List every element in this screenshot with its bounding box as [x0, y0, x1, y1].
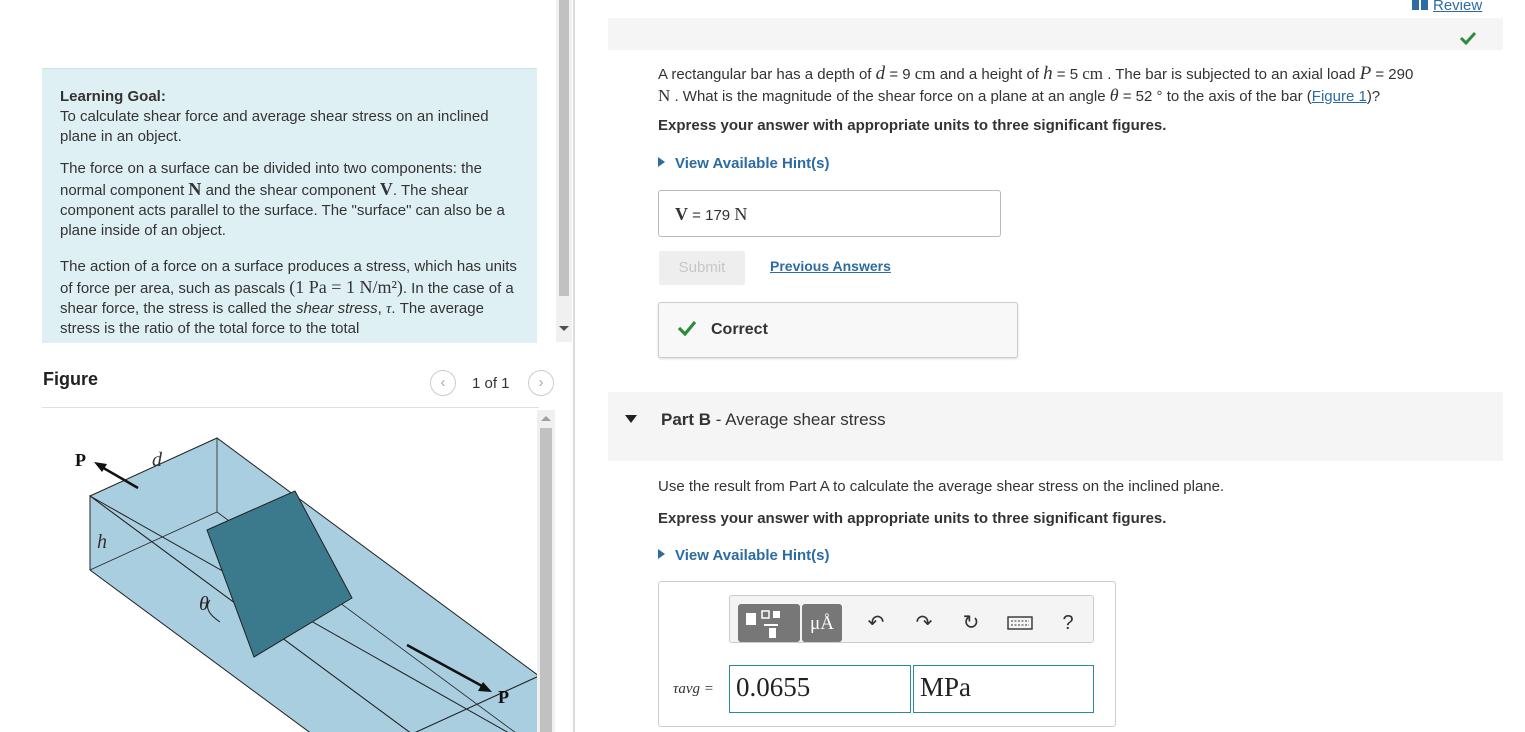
- caret-down-icon[interactable]: [625, 415, 637, 423]
- goal-text: ,: [377, 300, 386, 317]
- learning-goal-box: [42, 68, 537, 343]
- tau-avg-label: τavg =: [673, 681, 714, 697]
- part-b-hint-toggle[interactable]: [658, 547, 830, 564]
- learning-goal-paragraph-1: [60, 159, 519, 241]
- caret-right-icon: [658, 157, 665, 167]
- figure-next-button[interactable]: [528, 370, 554, 396]
- templates-button[interactable]: [738, 604, 800, 642]
- goal-text: . The average stress is the ratio of the total force to the total: [60, 300, 484, 337]
- figure-prev-button[interactable]: [430, 370, 456, 396]
- scroll-up-arrow-icon[interactable]: [541, 416, 551, 421]
- question-text: A rectangular bar has a depth of: [658, 66, 876, 83]
- answer-variable: V: [675, 204, 688, 224]
- height-symbol: h: [1043, 63, 1053, 84]
- reset-icon[interactable]: ↻: [962, 612, 980, 634]
- part-a-answer: [675, 204, 747, 225]
- height-value: = 5: [1052, 66, 1083, 83]
- question-text: and a height of: [935, 66, 1044, 83]
- figure-divider: [42, 407, 539, 408]
- help-button[interactable]: ?: [1062, 612, 1074, 634]
- depth-label: d: [152, 449, 162, 471]
- question-text: )?: [1366, 88, 1381, 105]
- part-a-answer-box: [658, 190, 1001, 237]
- answer-unit: N: [734, 204, 748, 224]
- scroll-down-arrow-icon[interactable]: [559, 326, 569, 331]
- part-b-description: Use the result from Part A to calculate the average shear stress on the inclined plane.: [658, 478, 1225, 495]
- learning-goal-title: Learning Goal:: [60, 88, 166, 105]
- redo-icon[interactable]: ↷: [915, 612, 933, 634]
- chevron-left-icon: ‹: [440, 374, 446, 391]
- depth-value: = 9: [885, 66, 915, 83]
- load-symbol: P: [1359, 63, 1372, 84]
- previous-answers-link[interactable]: Previous Answers: [770, 258, 891, 274]
- submit-button[interactable]: Submit: [659, 251, 745, 285]
- book-icon: [1412, 0, 1428, 10]
- hint-label: View Available Hint(s): [675, 547, 830, 564]
- figure-link[interactable]: Figure 1: [1311, 88, 1367, 105]
- review-link[interactable]: Review: [1433, 0, 1483, 14]
- question-text: . The bar is subjected to an axial load: [1103, 66, 1360, 83]
- part-a-header: [608, 18, 1503, 50]
- tau-symbol: τ: [386, 301, 392, 317]
- normal-symbol: N: [188, 179, 202, 199]
- load-value: = 290: [1371, 66, 1414, 83]
- load-unit: N: [658, 86, 671, 105]
- goal-scrollbar[interactable]: [556, 0, 572, 342]
- goal-text: and the shear component: [201, 182, 380, 199]
- panel-divider[interactable]: [573, 0, 575, 732]
- goal-text: . In the case of a shear force, the stress is called the: [60, 280, 514, 317]
- goal-text: The force on a surface can be divided into two components: the normal component: [60, 160, 482, 199]
- stress-value-input[interactable]: 0.0655: [729, 665, 911, 713]
- angle-label: θ: [199, 593, 209, 615]
- angle-value: = 52 ° to the axis of the bar (: [1118, 88, 1312, 105]
- keyboard-icon[interactable]: [1007, 611, 1033, 635]
- goal-emphasis: shear stress: [295, 300, 378, 317]
- load-label-right: P: [498, 687, 509, 707]
- part-b-label: Part B: [661, 410, 712, 429]
- learning-goal-paragraph-2: [60, 257, 519, 339]
- hint-label: View Available Hint(s): [675, 155, 830, 172]
- math-toolbar: [729, 595, 1094, 643]
- part-b-instruction: Express your answer with appropriate units to three significant figures.: [658, 510, 1167, 527]
- goal-text: . The shear component acts parallel to the surface. The "surface" can also be a plane inside of an object.: [60, 182, 505, 239]
- shear-symbol: V: [379, 179, 393, 199]
- height-unit: cm: [1082, 64, 1104, 83]
- checkmark-icon: [677, 320, 697, 336]
- template-icon: [738, 604, 800, 642]
- question-text: . What is the magnitude of the shear force on a plane at an angle: [670, 88, 1110, 105]
- depth-symbol: d: [875, 63, 886, 84]
- pascal-formula: (1 Pa = 1 N/m²): [289, 277, 403, 297]
- part-a-question: [658, 64, 1498, 107]
- depth-unit: cm: [914, 64, 936, 83]
- feedback-box: [658, 302, 1018, 358]
- part-a-instruction: Express your answer with appropriate units to three significant figures.: [658, 117, 1167, 134]
- goal-text: The action of a force on a surface produces a stress, which has units of force per area, such as pascals: [60, 258, 517, 297]
- arrowhead-left-icon: [94, 462, 107, 472]
- caret-right-icon: [658, 549, 665, 559]
- figure-scrollbar-thumb[interactable]: [540, 428, 552, 732]
- learning-goal-intro: [60, 87, 519, 147]
- figure-pager-text: 1 of 1: [472, 375, 510, 392]
- load-label-left: P: [75, 450, 86, 470]
- goal-scrollbar-thumb[interactable]: [559, 0, 569, 296]
- chevron-right-icon: ›: [538, 374, 544, 391]
- feedback-text: Correct: [711, 321, 768, 338]
- answer-number: 179: [705, 207, 735, 224]
- learning-goal-subtitle: To calculate shear force and average shear stress on an inclined plane in an object.: [60, 108, 489, 145]
- units-button[interactable]: μÅ: [802, 604, 842, 642]
- part-b-title[interactable]: [661, 410, 886, 430]
- height-label: h: [97, 531, 107, 553]
- checkmark-icon: [1459, 31, 1477, 45]
- angle-symbol: θ: [1109, 85, 1119, 105]
- figure-bar-diagram: [42, 410, 537, 732]
- stress-unit-input[interactable]: MPa: [913, 665, 1094, 713]
- answer-equals: =: [688, 207, 706, 224]
- figure-scrollbar[interactable]: [537, 410, 555, 732]
- part-a-hint-toggle[interactable]: [658, 155, 830, 172]
- undo-icon[interactable]: ↶: [867, 612, 885, 634]
- part-b-title-text: - Average shear stress: [711, 410, 886, 429]
- figure-heading: Figure: [43, 369, 99, 389]
